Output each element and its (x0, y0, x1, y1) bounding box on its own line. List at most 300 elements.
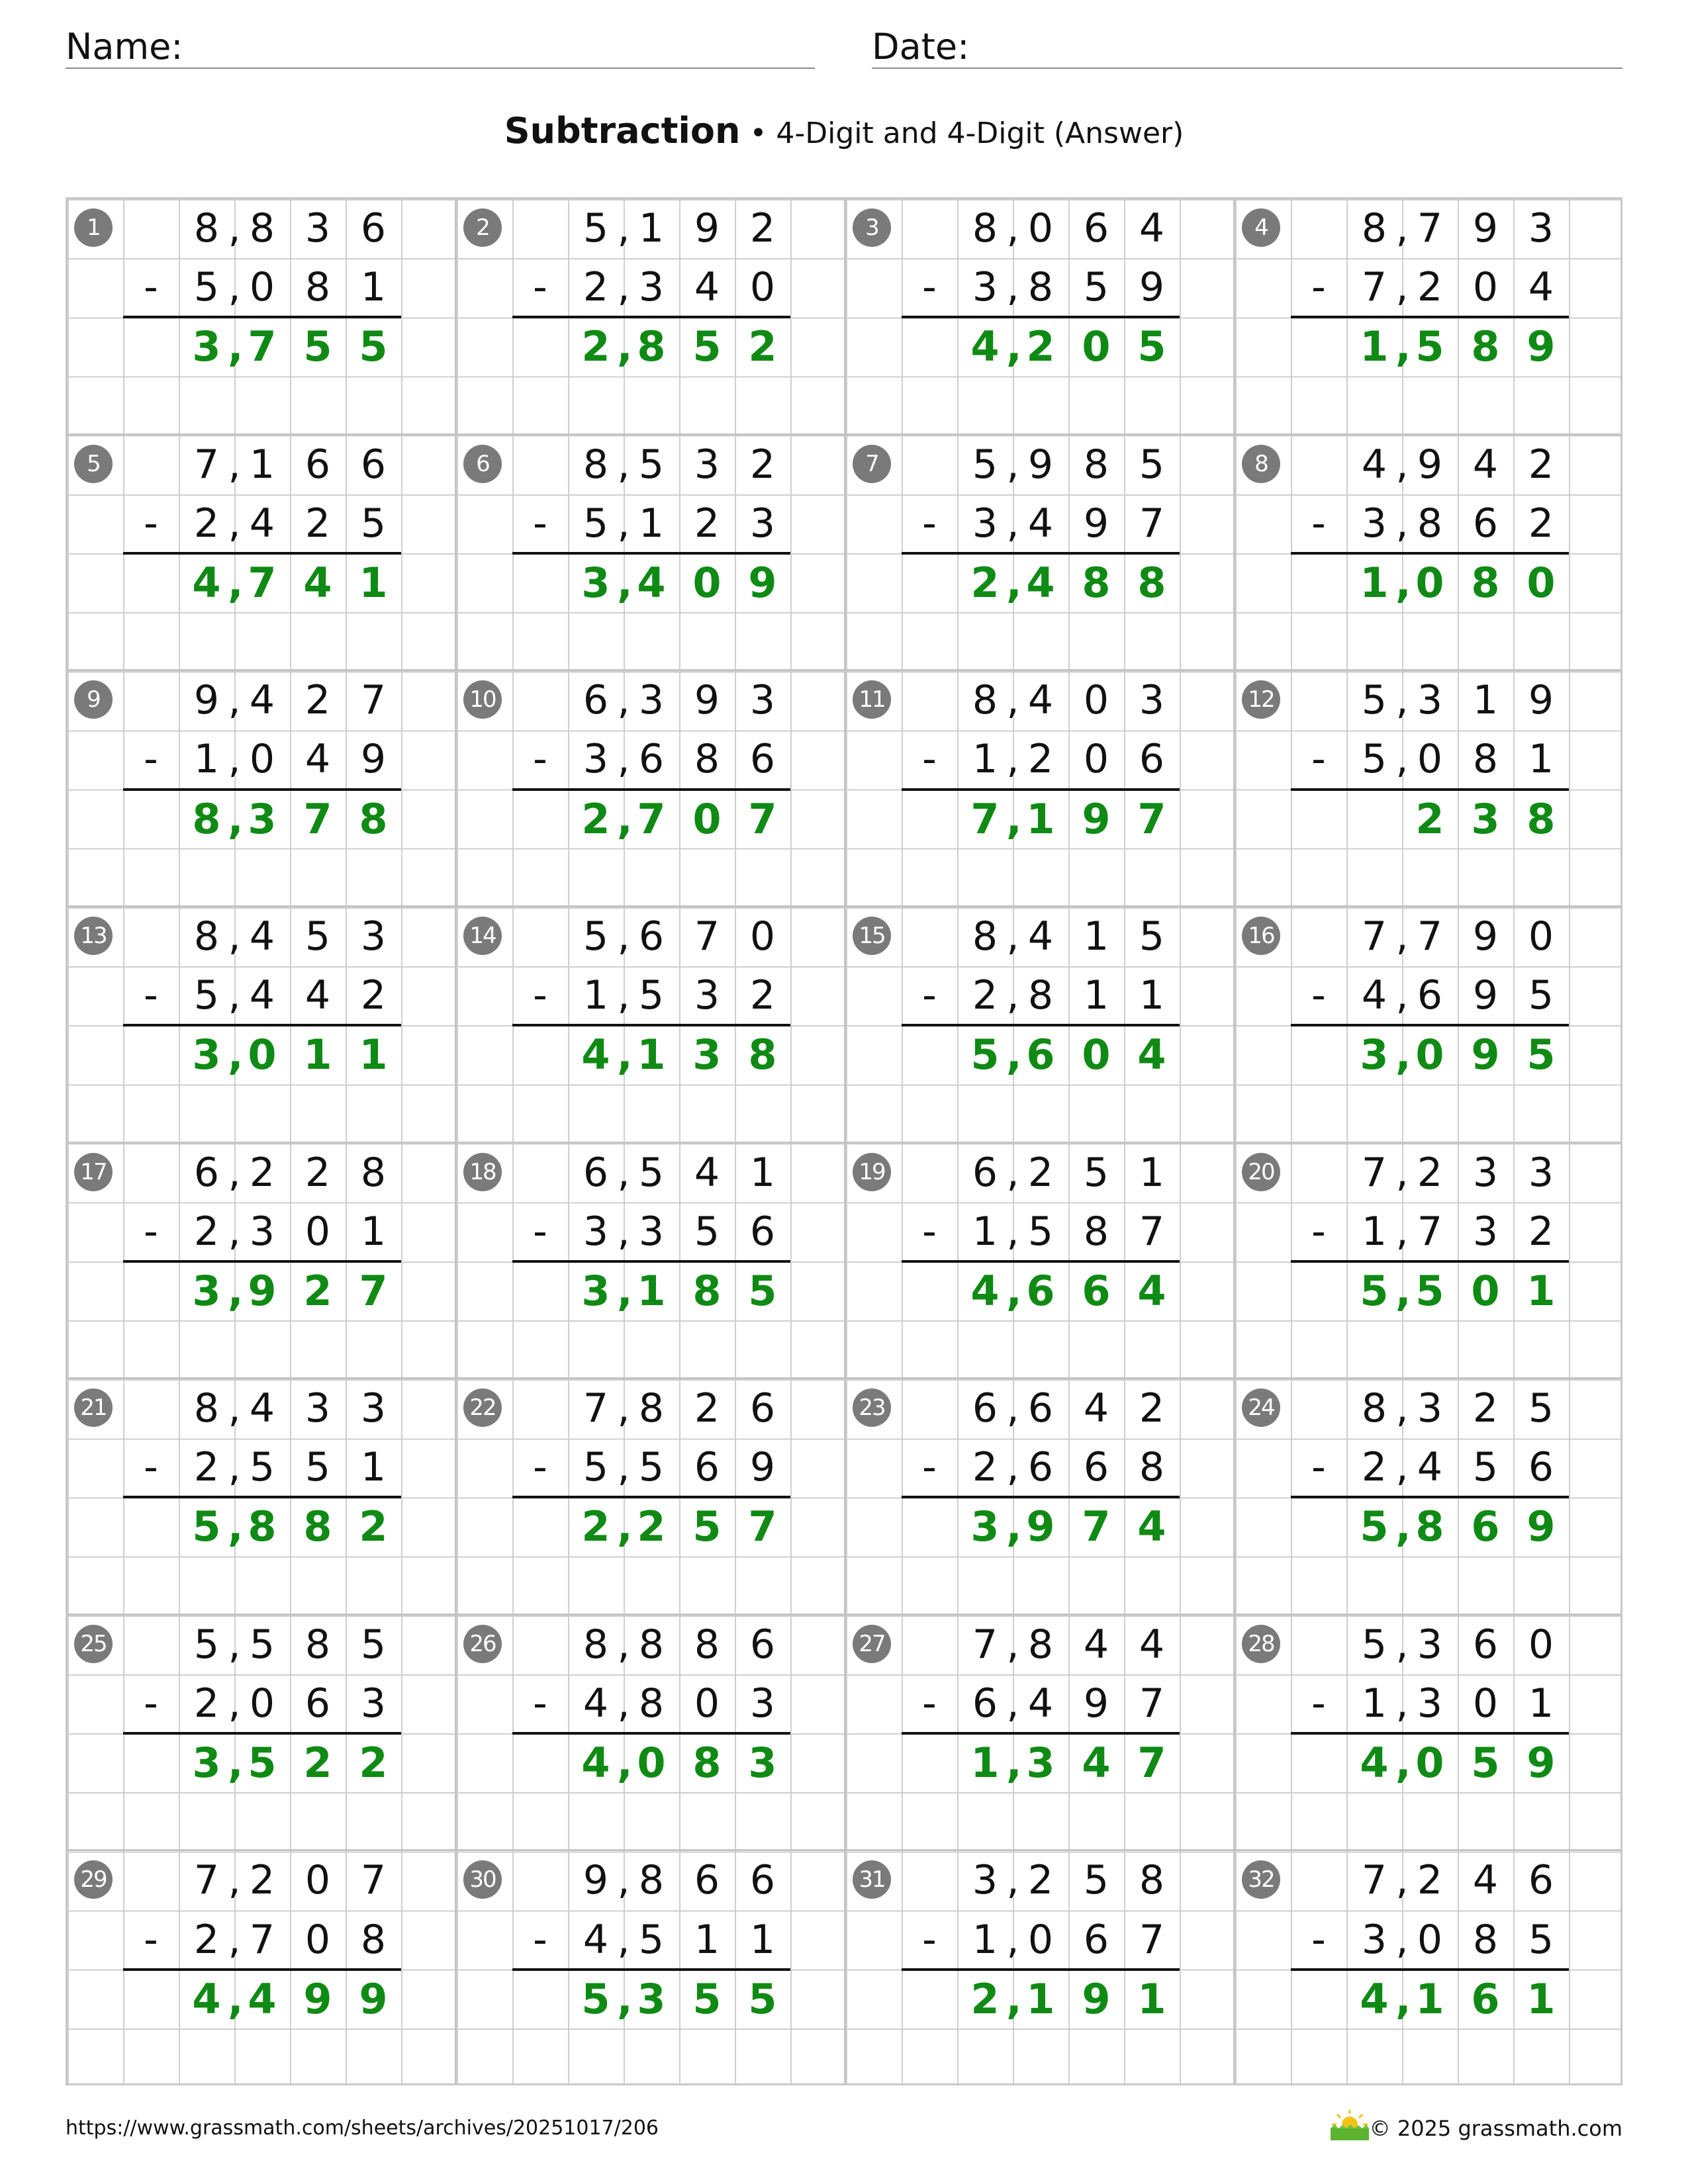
digit: 3 (581, 558, 610, 607)
digit: 8 (1472, 1916, 1499, 1963)
answer-row (457, 553, 846, 612)
thousands-separator: , (617, 205, 630, 251)
digit: 9 (1528, 677, 1554, 724)
digit: 6 (1083, 1916, 1109, 1963)
digit: 5 (303, 322, 332, 371)
thousands-separator: , (1006, 913, 1019, 960)
subtrahend-row (846, 494, 1235, 553)
digit: 4 (1139, 205, 1165, 251)
digit: 4 (1027, 677, 1054, 724)
answer-row (1235, 553, 1624, 612)
digit: 0 (305, 1857, 331, 1904)
digit: 2 (1027, 736, 1054, 783)
subtrahend-row (68, 258, 457, 317)
digit: 4 (1137, 1266, 1166, 1315)
digit: 2 (1361, 1444, 1387, 1491)
digit: 2 (749, 972, 776, 1019)
digit: 3 (1361, 1916, 1387, 1963)
subtrahend-row (457, 1911, 846, 1970)
digit: 6 (1083, 205, 1109, 251)
minus-sign: - (922, 1916, 937, 1963)
digit: 2 (694, 1385, 720, 1432)
digit: 9 (360, 736, 387, 783)
problem-22 (457, 1379, 846, 1615)
digit: 5 (1137, 322, 1166, 371)
problem-25 (68, 1615, 457, 1852)
answer-row (457, 790, 846, 848)
digit: 4 (1472, 441, 1499, 488)
digit: 4 (583, 1916, 609, 1963)
digit: 8 (638, 1857, 665, 1904)
digit: 5 (1471, 1739, 1500, 1788)
digit: 2 (1528, 441, 1554, 488)
thousands-separator: , (1006, 1857, 1019, 1904)
thousands-separator: , (1395, 1739, 1411, 1788)
digit: 3 (1417, 1621, 1443, 1668)
digit: 9 (1082, 1974, 1111, 2023)
digit: 6 (193, 1149, 220, 1196)
subtrahend-row (68, 1674, 457, 1733)
minus-sign: - (1311, 1444, 1326, 1491)
digit: 3 (1417, 1385, 1443, 1432)
thousands-separator: , (1395, 1030, 1411, 1079)
problem-number-badge: 5 (74, 445, 113, 483)
answer-row (846, 1261, 1235, 1320)
digit: 9 (1027, 441, 1054, 488)
digit: 5 (1361, 736, 1387, 783)
digit: 7 (248, 322, 277, 371)
problem-16 (1235, 907, 1624, 1144)
digit: 6 (972, 1149, 998, 1196)
digit: 3 (749, 500, 776, 547)
digit: 8 (1526, 794, 1556, 843)
minuend-row (1235, 1615, 1624, 1674)
digit: 2 (1417, 1857, 1443, 1904)
problem-number-badge: 14 (463, 917, 502, 955)
digit: 6 (1417, 972, 1443, 1019)
digit: 0 (1415, 1739, 1444, 1788)
digit: 4 (970, 1266, 1000, 1315)
problem-6 (457, 435, 846, 672)
digit: 8 (972, 205, 998, 251)
answer-row (1235, 1025, 1624, 1084)
digit: 5 (1415, 322, 1444, 371)
digit: 1 (1526, 1266, 1556, 1315)
minus-sign: - (1311, 972, 1326, 1019)
digit: 4 (1083, 1621, 1109, 1668)
minuend-row (1235, 435, 1624, 494)
digit: 1 (1137, 1974, 1166, 2023)
digit: 7 (1417, 1208, 1443, 1255)
digit: 3 (583, 1208, 609, 1255)
digit: 7 (303, 794, 332, 843)
digit: 4 (1472, 1857, 1499, 1904)
minuend-row (846, 1851, 1235, 1910)
minuend-row (457, 671, 846, 730)
problem-number-badge: 1 (74, 208, 113, 247)
problem-11 (846, 671, 1235, 907)
digit: 6 (1027, 1444, 1054, 1491)
problem-13 (68, 907, 457, 1144)
digit: 7 (1361, 913, 1387, 960)
digit: 1 (249, 441, 275, 488)
digit: 4 (694, 264, 720, 311)
digit: 7 (748, 794, 777, 843)
thousands-separator: , (1395, 677, 1409, 724)
digit: 4 (1137, 1502, 1166, 1551)
subtrahend-row (1235, 1203, 1624, 1261)
problem-number-badge: 6 (463, 445, 502, 483)
digit: 0 (1415, 1030, 1444, 1079)
minuend-row (68, 907, 457, 966)
problem-28 (1235, 1615, 1624, 1852)
digit: 2 (583, 264, 609, 311)
problem-number-badge: 24 (1242, 1388, 1280, 1427)
digit: 1 (970, 1739, 1000, 1788)
subtrahend-row (1235, 258, 1624, 317)
thousands-separator: , (228, 1739, 244, 1788)
digit: 3 (581, 1266, 610, 1315)
digit: 2 (749, 441, 776, 488)
title-subtitle: • 4-Digit and 4-Digit (Answer) (740, 116, 1184, 150)
minus-sign: - (922, 264, 937, 311)
digit: 1 (972, 1916, 998, 1963)
digit: 2 (970, 558, 1000, 607)
answer-row (68, 1261, 457, 1320)
thousands-separator: , (1006, 677, 1019, 724)
digit: 4 (248, 1974, 277, 2023)
digit: 6 (1471, 1974, 1500, 2023)
thousands-separator: , (228, 1149, 241, 1196)
digit: 8 (305, 1621, 331, 1668)
digit: 8 (972, 913, 998, 960)
thousands-separator: , (1395, 1385, 1409, 1432)
digit: 3 (1528, 1149, 1554, 1196)
problem-31 (846, 1851, 1235, 2087)
digit: 3 (1360, 1030, 1389, 1079)
minuend-row (1235, 671, 1624, 730)
answer-row (457, 1970, 846, 2028)
digit: 6 (694, 1857, 720, 1904)
digit: 1 (1360, 322, 1389, 371)
minuend-row (846, 199, 1235, 258)
answer-row (846, 317, 1235, 376)
digit: 9 (193, 677, 220, 724)
digit: 8 (1083, 1208, 1109, 1255)
thousands-separator: , (1006, 1502, 1022, 1551)
subtrahend-row (457, 730, 846, 789)
digit: 1 (1472, 677, 1499, 724)
digit: 1 (694, 1916, 720, 1963)
digit: 8 (638, 1621, 665, 1668)
digit: 1 (972, 1208, 998, 1255)
digit: 5 (1139, 441, 1165, 488)
minus-sign: - (1311, 736, 1326, 783)
digit: 8 (748, 1030, 777, 1079)
digit: 8 (692, 1739, 722, 1788)
digit: 4 (192, 1974, 221, 2023)
digit: 9 (1083, 500, 1109, 547)
digit: 5 (249, 1621, 275, 1668)
digit: 1 (360, 1208, 387, 1255)
problem-number-badge: 31 (853, 1860, 891, 1899)
digit: 5 (192, 1502, 221, 1551)
problem-number-badge: 18 (463, 1153, 502, 1191)
digit: 1 (972, 736, 998, 783)
digit: 0 (692, 794, 722, 843)
problem-number-badge: 12 (1242, 680, 1280, 719)
problem-number-badge: 13 (74, 917, 113, 955)
digit: 2 (694, 500, 720, 547)
digit: 0 (1472, 264, 1499, 311)
digit: 4 (1082, 1739, 1111, 1788)
digit: 3 (638, 264, 665, 311)
subtrahend-row (846, 730, 1235, 789)
digit: 2 (359, 1502, 388, 1551)
digit: 6 (360, 441, 387, 488)
digit: 1 (1139, 1149, 1165, 1196)
digit: 5 (694, 1208, 720, 1255)
digit: 4 (637, 558, 666, 607)
digit: 2 (305, 500, 331, 547)
digit: 8 (583, 1621, 609, 1668)
problem-number-badge: 25 (74, 1625, 113, 1663)
subtrahend-row (68, 730, 457, 789)
problem-number-badge: 20 (1242, 1153, 1280, 1191)
digit: 3 (1417, 677, 1443, 724)
thousands-separator: , (1395, 1149, 1409, 1196)
digit: 2 (193, 1680, 220, 1727)
digit: 3 (583, 736, 609, 783)
thousands-separator: , (228, 1680, 241, 1727)
digit: 1 (360, 264, 387, 311)
digit: 2 (1139, 1385, 1165, 1432)
thousands-separator: , (228, 1857, 241, 1904)
digit: 5 (305, 1444, 331, 1491)
digit: 8 (192, 794, 221, 843)
digit: 1 (1026, 1974, 1055, 2023)
thousands-separator: , (228, 558, 244, 607)
digit: 5 (638, 1149, 665, 1196)
subtrahend-row (1235, 1911, 1624, 1970)
thousands-separator: , (1395, 1974, 1411, 2023)
digit: 5 (193, 972, 220, 1019)
minus-sign: - (922, 1444, 937, 1491)
digit: 3 (970, 1502, 1000, 1551)
thousands-separator: , (617, 322, 633, 371)
digit: 3 (360, 1680, 387, 1727)
problem-number-badge: 10 (463, 680, 502, 719)
subtrahend-row (68, 494, 457, 553)
digit: 5 (1472, 1444, 1499, 1491)
problem-10 (457, 671, 846, 907)
digit: 0 (1417, 736, 1443, 783)
thousands-separator: , (1395, 1680, 1409, 1727)
digit: 8 (1083, 441, 1109, 488)
thousands-separator: , (617, 1857, 630, 1904)
thousands-separator: , (617, 500, 630, 547)
digit: 3 (972, 500, 998, 547)
minuend-row (457, 1851, 846, 1910)
minuend-row (457, 1615, 846, 1674)
minuend-row (68, 1851, 457, 1910)
subtrahend-row (1235, 730, 1624, 789)
thousands-separator: , (228, 1208, 241, 1255)
subtrahend-row (457, 1674, 846, 1733)
digit: 2 (581, 794, 610, 843)
digit: 8 (638, 1385, 665, 1432)
thousands-separator: , (1395, 1208, 1409, 1255)
digit: 4 (581, 1030, 610, 1079)
digit: 9 (303, 1974, 332, 2023)
thousands-separator: , (1006, 205, 1019, 251)
digit: 4 (1083, 1385, 1109, 1432)
digit: 3 (1417, 1680, 1443, 1727)
digit: 1 (359, 1030, 388, 1079)
digit: 0 (1083, 736, 1109, 783)
thousands-separator: , (228, 736, 241, 783)
digit: 5 (193, 1621, 220, 1668)
problem-29 (68, 1851, 457, 2087)
problem-number-badge: 23 (853, 1388, 891, 1427)
digit: 5 (1083, 264, 1109, 311)
answer-row (846, 1733, 1235, 1792)
digit: 3 (749, 677, 776, 724)
digit: 3 (1472, 1149, 1499, 1196)
digit: 6 (360, 205, 387, 251)
digit: 7 (360, 677, 387, 724)
digit: 9 (1471, 1030, 1500, 1079)
minuend-row (68, 671, 457, 730)
minuend-row (1235, 1144, 1624, 1203)
digit: 1 (303, 1030, 332, 1079)
thousands-separator: , (228, 1266, 244, 1315)
thousands-separator: , (1006, 558, 1022, 607)
digit: 8 (1027, 972, 1054, 1019)
digit: 6 (749, 1208, 776, 1255)
digit: 2 (972, 972, 998, 1019)
digit: 8 (1415, 1502, 1444, 1551)
digit: 1 (1415, 1974, 1444, 2023)
digit: 9 (1526, 1502, 1556, 1551)
digit: 2 (193, 1444, 220, 1491)
digit: 4 (1361, 972, 1387, 1019)
digit: 9 (359, 1974, 388, 2023)
minuend-row (457, 199, 846, 258)
subtrahend-row (846, 1911, 1235, 1970)
digit: 8 (1472, 736, 1499, 783)
answer-row (457, 317, 846, 376)
minus-sign: - (533, 1208, 547, 1255)
digit: 8 (694, 1621, 720, 1668)
digit: 5 (1360, 1502, 1389, 1551)
digit: 2 (1415, 794, 1444, 843)
digit: 0 (694, 1680, 720, 1727)
digit: 3 (249, 1208, 275, 1255)
minus-sign: - (144, 972, 158, 1019)
subtrahend-row (457, 258, 846, 317)
answer-row (457, 1261, 846, 1320)
digit: 8 (193, 913, 220, 960)
name-label: Name: (66, 26, 183, 68)
digit: 9 (1472, 913, 1499, 960)
digit: 0 (1027, 1916, 1054, 1963)
digit: 8 (972, 677, 998, 724)
digit: 5 (360, 500, 387, 547)
digit: 9 (1026, 1502, 1055, 1551)
thousands-separator: , (1395, 1916, 1409, 1963)
digit: 5 (972, 441, 998, 488)
digit: 3 (192, 1266, 221, 1315)
digit: 5 (1528, 1385, 1554, 1432)
digit: 7 (583, 1385, 609, 1432)
digit: 3 (1472, 1208, 1499, 1255)
subtrahend-row (1235, 1674, 1624, 1733)
thousands-separator: , (1395, 1444, 1409, 1491)
digit: 5 (638, 1444, 665, 1491)
digit: 0 (1082, 1030, 1111, 1079)
digit: 2 (305, 677, 331, 724)
digit: 9 (1417, 441, 1443, 488)
problem-number-badge: 19 (853, 1153, 891, 1191)
digit: 0 (1528, 1621, 1554, 1668)
digit: 5 (360, 1621, 387, 1668)
digit: 7 (1361, 1857, 1387, 1904)
thousands-separator: , (617, 1266, 633, 1315)
digit: 9 (694, 677, 720, 724)
digit: 8 (1027, 1621, 1054, 1668)
problem-number-badge: 7 (853, 445, 891, 483)
digit: 9 (694, 205, 720, 251)
digit: 1 (1026, 794, 1055, 843)
thousands-separator: , (1006, 1974, 1022, 2023)
digit: 8 (1082, 558, 1111, 607)
digit: 0 (1027, 205, 1054, 251)
answer-row (1235, 790, 1624, 848)
thousands-separator: , (228, 322, 244, 371)
digit: 8 (583, 441, 609, 488)
problem-20 (1235, 1144, 1624, 1380)
thousands-separator: , (1395, 441, 1409, 488)
minuend-row (846, 435, 1235, 494)
thousands-separator: , (617, 1149, 630, 1196)
answer-row (457, 1497, 846, 1556)
thousands-separator: , (617, 736, 630, 783)
subtrahend-row (846, 258, 1235, 317)
digit: 2 (193, 1916, 220, 1963)
minus-sign: - (144, 264, 158, 311)
problem-12 (1235, 671, 1624, 907)
digit: 4 (249, 677, 275, 724)
digit: 5 (1528, 1916, 1554, 1963)
digit: 8 (248, 1502, 277, 1551)
digit: 6 (749, 1857, 776, 1904)
digit: 7 (1139, 1208, 1165, 1255)
digit: 1 (583, 972, 609, 1019)
minus-sign: - (533, 736, 547, 783)
digit: 0 (305, 1916, 331, 1963)
problem-15 (846, 907, 1235, 1144)
digit: 8 (694, 736, 720, 783)
digit: 1 (1083, 913, 1109, 960)
subtrahend-row (68, 1203, 457, 1261)
minus-sign: - (144, 1916, 158, 1963)
thousands-separator: , (1395, 205, 1409, 251)
digit: 9 (1472, 205, 1499, 251)
minus-sign: - (1311, 264, 1326, 311)
digit: 6 (1471, 1502, 1500, 1551)
date-underline (872, 68, 1622, 69)
